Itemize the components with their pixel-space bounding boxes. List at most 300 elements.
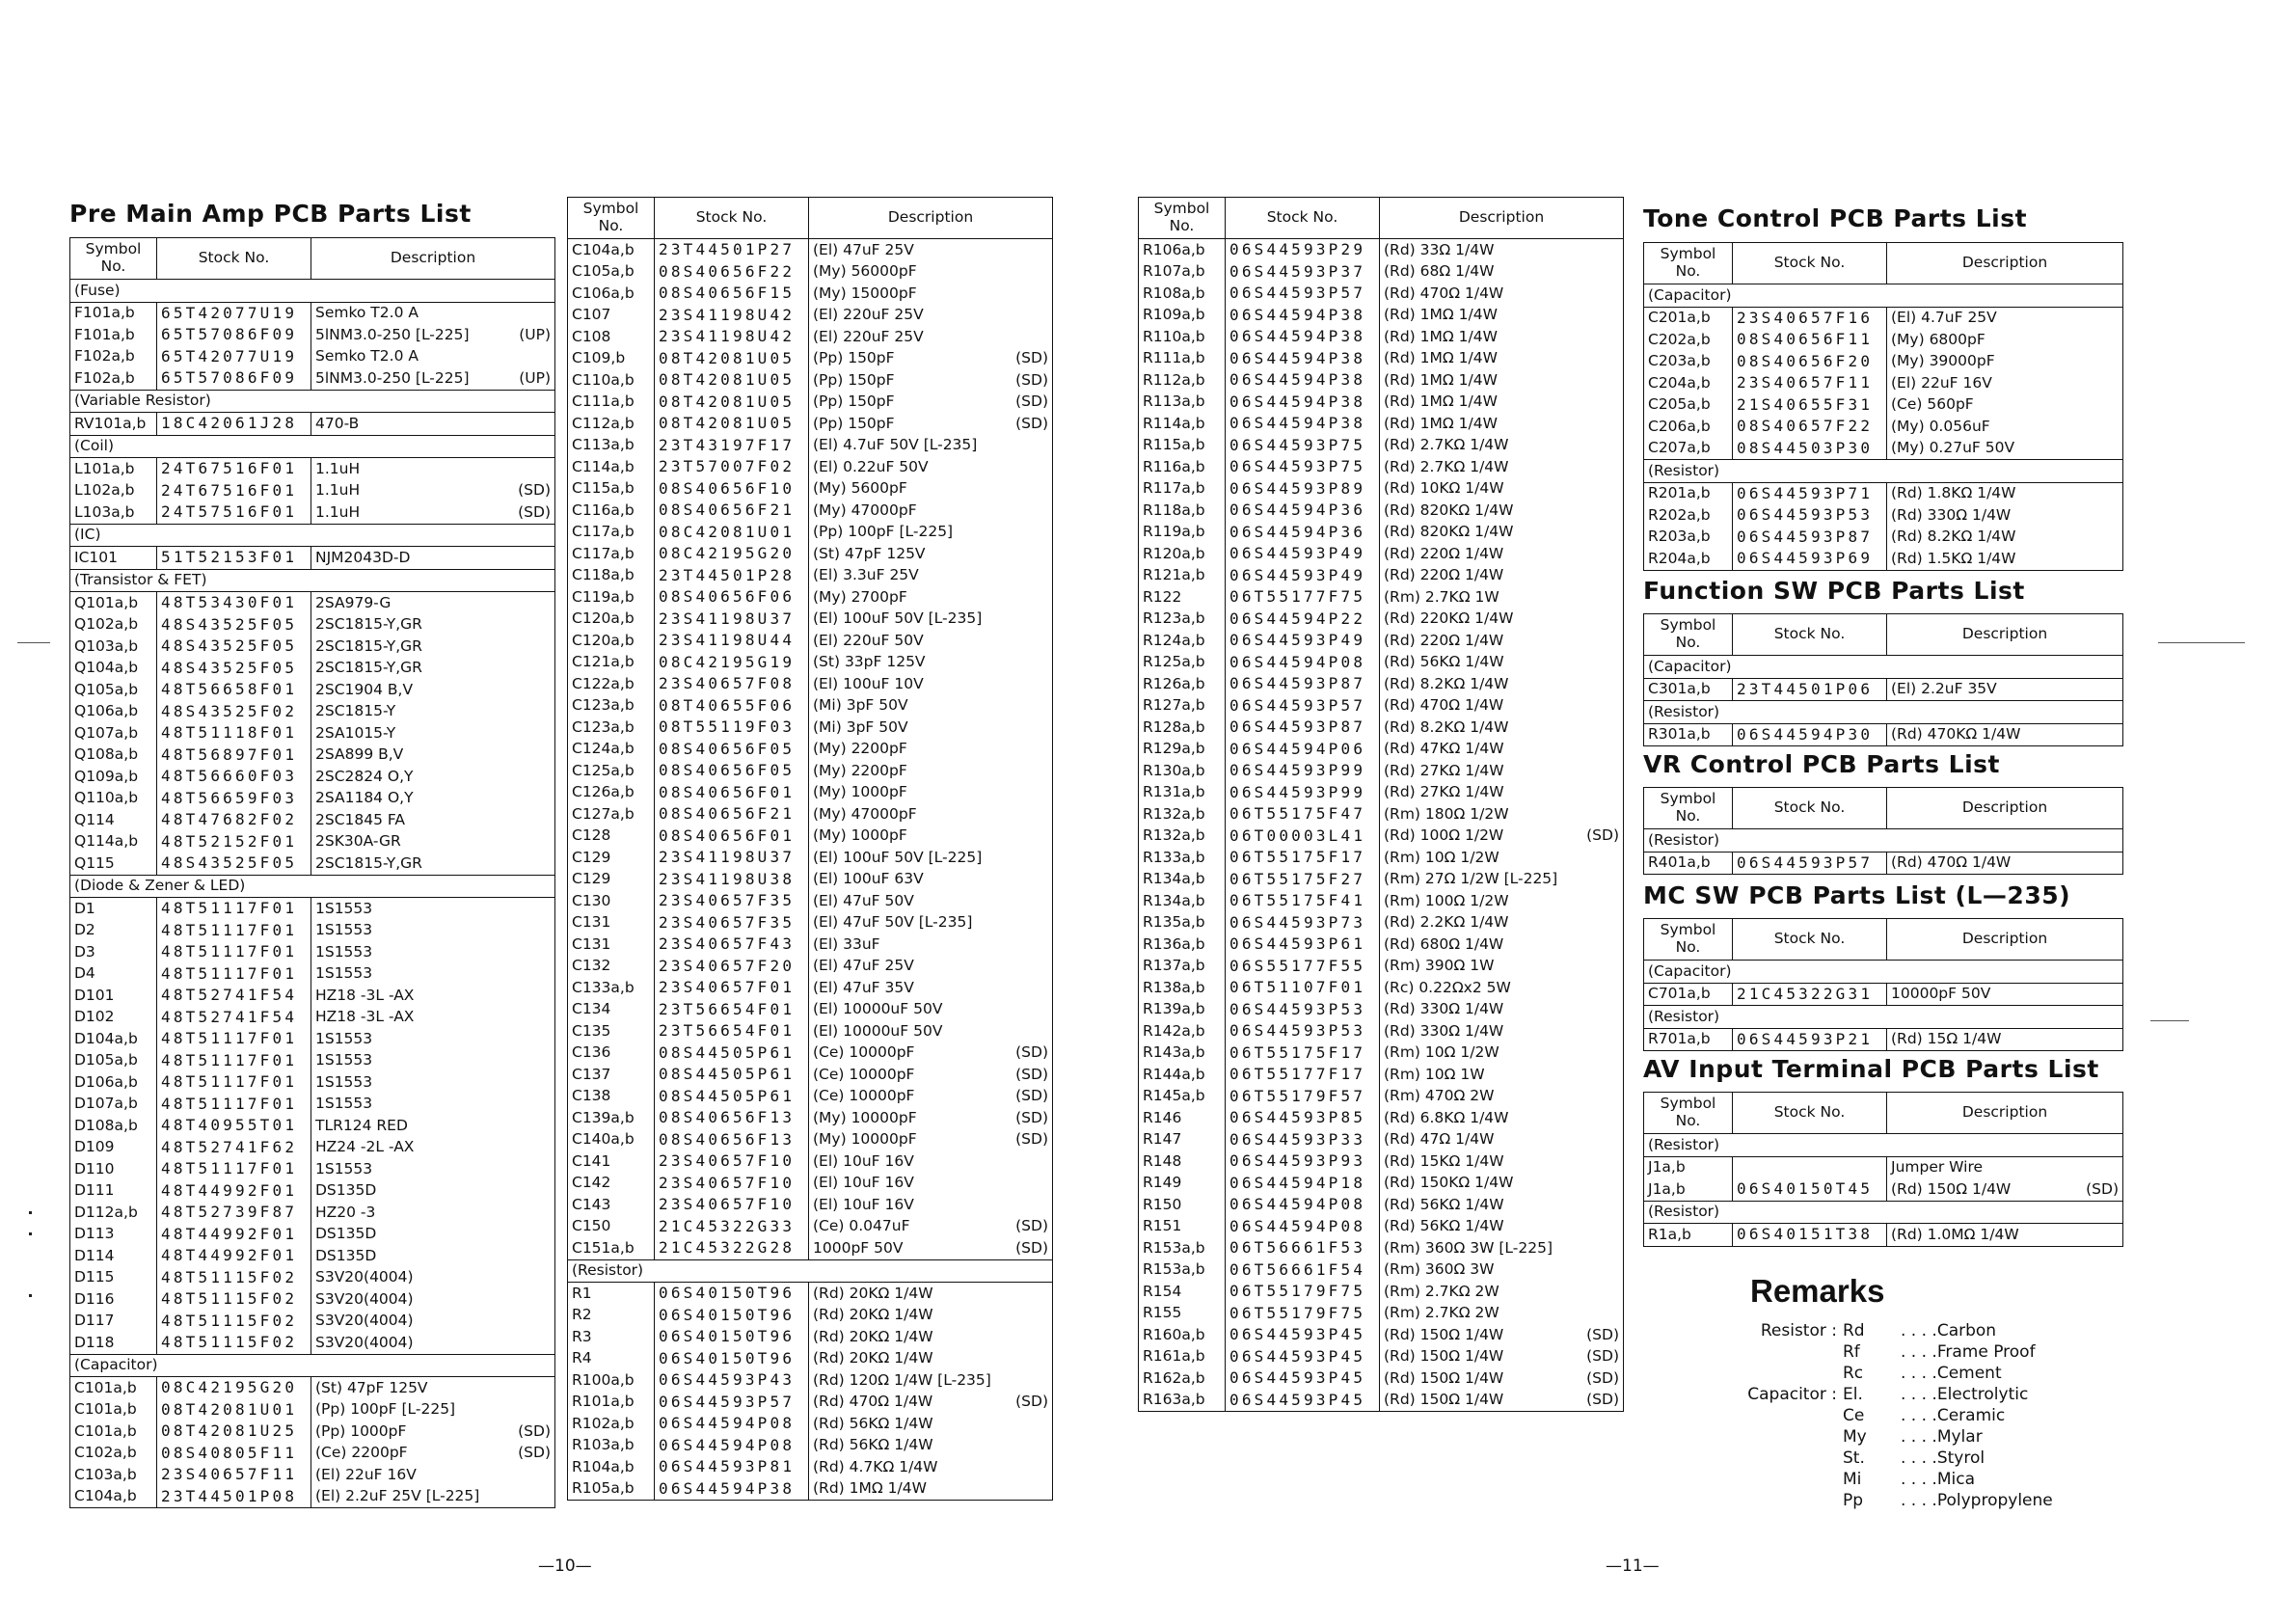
stock-cell: 06S44594P08 (1226, 1194, 1380, 1216)
symbol-cell: R155 (1139, 1303, 1226, 1325)
symbol-cell: C150 (568, 1216, 655, 1238)
symbol-cell: R103a,b (568, 1435, 655, 1457)
stock-cell: 06S44593P87 (1733, 527, 1887, 549)
stock-cell: 06T55175F27 (1226, 869, 1380, 891)
remark-code: Rd (1843, 1321, 1865, 1340)
table-row (568, 456, 1053, 478)
description-cell (809, 609, 1053, 631)
description-text: (Rd) 680Ω 1/4W (1384, 934, 1504, 953)
stock-cell: 06S44594P36 (1226, 500, 1380, 522)
header-symbol: Symbol No. (1644, 243, 1733, 284)
remark-category (1741, 1364, 1843, 1385)
description-cell (311, 985, 555, 1007)
description-cell (311, 1224, 555, 1246)
stock-cell: 48T51117F01 (157, 1158, 311, 1180)
stock-cell: 23S40657F11 (1733, 372, 1887, 394)
table-row (70, 898, 555, 920)
table-row (1644, 351, 2123, 373)
description-cell (809, 1129, 1053, 1151)
symbol-cell: R108a,b (1139, 283, 1226, 305)
symbol-cell: C129 (568, 869, 655, 891)
table-row (70, 722, 555, 744)
description-text: (Rd) 470Ω 1/4W (1384, 284, 1504, 302)
stock-cell: 48S43525F05 (157, 853, 311, 875)
stock-cell: 23S40657F01 (655, 977, 809, 999)
description-text: 5lNM3.0-250 [L-225] (315, 368, 470, 387)
symbol-cell: R160a,b (1139, 1324, 1226, 1346)
symbol-cell: R131a,b (1139, 782, 1226, 804)
description-text: (Rd) 820KΩ 1/4W (1384, 501, 1514, 519)
description-text: (El) 4.7uF 25V (1891, 309, 1997, 326)
table-row (1139, 1150, 1624, 1173)
symbol-cell: C151a,b (568, 1237, 655, 1259)
group-label: (Resistor) (1644, 1201, 2123, 1224)
table-row (1644, 983, 2123, 1006)
stock-cell: 21C45322G33 (655, 1216, 809, 1238)
description-text: Semko T2.0 A (315, 347, 419, 365)
stock-cell: 06S44593P21 (1733, 1028, 1887, 1051)
symbol-cell: R203a,b (1644, 527, 1733, 549)
stock-cell: 08S40805F11 (157, 1443, 311, 1465)
description-cell (1380, 1259, 1624, 1282)
description-text: (Rd) 33Ω 1/4W (1384, 240, 1495, 258)
symbol-cell: D109 (70, 1137, 157, 1159)
symbol-cell: C134 (568, 999, 655, 1021)
description-cell (809, 522, 1053, 544)
stock-cell: 06S44593P49 (1226, 630, 1380, 652)
description-cell (311, 963, 555, 986)
table-row (568, 1150, 1053, 1173)
table-row (568, 435, 1053, 457)
description-text: 1S1553 (315, 964, 373, 982)
description-text: (El) 100uF 63V (813, 870, 924, 887)
note: (SD) (1586, 1368, 1619, 1387)
description-text: 1S1553 (315, 899, 373, 917)
description-cell (1887, 527, 2123, 549)
description-text: (Ce) 0.047uF (813, 1217, 910, 1234)
group-label: (Capacitor) (1644, 284, 2123, 308)
stock-cell: 06S44593P33 (1226, 1129, 1380, 1151)
symbol-cell: C131 (568, 934, 655, 956)
group-label: (Diode & Zener & LED) (70, 875, 555, 898)
description-cell (1380, 1150, 1624, 1173)
description-cell (1380, 1303, 1624, 1325)
description-text: (Rd) 330Ω 1/4W (1384, 1000, 1504, 1017)
stock-cell: 06S44593P45 (1226, 1324, 1380, 1346)
description-text: 1S1553 (315, 1095, 373, 1112)
description-cell (1380, 630, 1624, 652)
description-text: (My) 10000pF (813, 1130, 917, 1148)
symbol-cell: R127a,b (1139, 695, 1226, 717)
description-cell (1887, 351, 2123, 373)
group-row (1644, 829, 2123, 853)
symbol-cell: R701a,b (1644, 1028, 1733, 1051)
symbol-cell: R134a,b (1139, 869, 1226, 891)
symbol-cell: R111a,b (1139, 348, 1226, 370)
table-row (1139, 803, 1624, 826)
symbol-cell: C131 (568, 912, 655, 934)
description-cell (809, 890, 1053, 912)
table-row (1644, 548, 2123, 570)
table-row (1644, 394, 2123, 417)
stock-cell: 06S44593P73 (1226, 912, 1380, 934)
description-cell (311, 1421, 555, 1443)
symbol-cell: R112a,b (1139, 369, 1226, 392)
description-cell (1887, 548, 2123, 570)
stock-cell: 08C42081U01 (655, 522, 809, 544)
description-cell (1380, 1216, 1624, 1238)
table-row (568, 478, 1053, 501)
description-cell (311, 1245, 555, 1267)
description-text: (El) 100uF 50V [L-225] (813, 848, 983, 866)
symbol-cell: Q108a,b (70, 744, 157, 767)
description-text: (Rd) 10KΩ 1/4W (1384, 479, 1504, 497)
table-row (1644, 527, 2123, 549)
table-row (568, 1020, 1053, 1042)
description-text: 1.1uH (315, 481, 361, 499)
table-row (568, 283, 1053, 305)
description-text: (My) 10000pF (813, 1108, 917, 1126)
group-label: (Resistor) (1644, 701, 2123, 724)
table-row (1139, 478, 1624, 501)
stock-cell: 23S41198U37 (655, 609, 809, 631)
symbol-cell: C118a,b (568, 565, 655, 587)
description-text: 5lNM3.0-250 [L-225] (315, 325, 470, 343)
stock-cell: 06S44594P38 (1226, 369, 1380, 392)
description-cell (1380, 803, 1624, 826)
stock-cell (1733, 1156, 1887, 1178)
table-row (568, 673, 1053, 695)
description-text: (Rd) 8.2KΩ 1/4W (1891, 528, 2016, 545)
description-text: (Rm) 470Ω 2W (1384, 1087, 1495, 1104)
stock-cell: 23S41198U37 (655, 847, 809, 869)
description-text: 2SC2824 O,Y (315, 767, 414, 785)
header-stock: Stock No. (157, 238, 311, 280)
symbol-cell: R143a,b (1139, 1042, 1226, 1065)
description-text: DS135D (315, 1181, 377, 1199)
description-cell (809, 1435, 1053, 1457)
description-text: (Rm) 10Ω 1/2W (1384, 848, 1499, 866)
table-row (1139, 413, 1624, 435)
stock-cell: 06S44593P43 (655, 1369, 809, 1392)
remark-category (1741, 1470, 1843, 1491)
note: (SD) (1015, 1130, 1048, 1148)
description-cell (1887, 1156, 2123, 1178)
table-row (1139, 1173, 1624, 1195)
description-cell (1380, 261, 1624, 284)
symbol-cell: C119a,b (568, 586, 655, 609)
stock-cell: 06S44594P38 (1226, 392, 1380, 414)
symbol-cell: C101a,b (70, 1377, 157, 1399)
symbol-cell: C127a,b (568, 803, 655, 826)
description-cell (1380, 348, 1624, 370)
symbol-cell: Q114 (70, 809, 157, 831)
remark-category: Resistor : (1760, 1321, 1837, 1340)
remark-row (1741, 1491, 2053, 1512)
symbol-cell: R145a,b (1139, 1086, 1226, 1108)
description-cell (809, 261, 1053, 284)
description-cell (1380, 890, 1624, 912)
stock-cell: 08S40656F22 (655, 261, 809, 284)
symbol-cell: R117a,b (1139, 478, 1226, 501)
remark-row (1741, 1406, 2053, 1427)
symbol-cell: Q103a,b (70, 636, 157, 658)
description-text: 2SC1815-Y,GR (315, 853, 422, 872)
description-text: S3V20(4004) (315, 1312, 414, 1329)
description-text: (Rd) 220Ω 1/4W (1384, 631, 1504, 649)
description-cell (1380, 739, 1624, 761)
table-row (70, 1267, 555, 1289)
description-cell (1380, 1129, 1624, 1151)
description-text: (Pp) 150pF (813, 414, 895, 432)
table-row (1139, 239, 1624, 261)
stock-cell: 48T52739F87 (157, 1202, 311, 1224)
description-cell (809, 1369, 1053, 1392)
remark-description: . . . .Ceramic (1901, 1406, 2006, 1425)
description-cell (311, 941, 555, 963)
symbol-cell: D104a,b (70, 1028, 157, 1050)
symbol-cell: C113a,b (568, 435, 655, 457)
description-cell (311, 920, 555, 942)
symbol-cell: C116a,b (568, 500, 655, 522)
symbol-cell: C201a,b (1644, 307, 1733, 329)
description-cell (311, 1443, 555, 1465)
stock-cell: 23T44501P28 (655, 565, 809, 587)
table-row (568, 609, 1053, 631)
description-text: (El) 47uF 50V [L-235] (813, 913, 973, 931)
tone-control-title: Tone Control PCB Parts List (1643, 204, 2028, 232)
header-symbol: Symbol No. (70, 238, 157, 280)
stock-cell: 08T42081U25 (157, 1421, 311, 1443)
description-cell (809, 500, 1053, 522)
stock-cell: 06S44593P99 (1226, 782, 1380, 804)
header-symbol: Symbol No. (1644, 919, 1733, 961)
symbol-cell: R106a,b (1139, 239, 1226, 261)
symbol-cell: R113a,b (1139, 392, 1226, 414)
description-text: (Rd) 150Ω 1/4W (1384, 1368, 1504, 1387)
group-label: (Transistor & FET) (70, 569, 555, 592)
stock-cell: 06T55175F17 (1226, 847, 1380, 869)
symbol-cell: C103a,b (70, 1464, 157, 1486)
table-row (70, 963, 555, 986)
header-stock: Stock No. (1733, 614, 1887, 656)
description-text: (My) 5600pF (813, 479, 907, 497)
table-row (568, 977, 1053, 999)
table-row (70, 701, 555, 723)
table-row (1644, 1178, 2123, 1201)
symbol-cell: D113 (70, 1224, 157, 1246)
stock-cell: 06S44593P37 (1226, 261, 1380, 284)
symbol-cell: Q104a,b (70, 658, 157, 680)
stock-cell: 23T44501P08 (157, 1486, 311, 1508)
symbol-cell: R109a,b (1139, 305, 1226, 327)
group-row (70, 875, 555, 898)
symbol-cell: D102 (70, 1007, 157, 1029)
description-cell (809, 977, 1053, 999)
symbol-cell: C142 (568, 1173, 655, 1195)
group-row (70, 390, 555, 413)
table-row (568, 1283, 1053, 1305)
description-cell (1380, 1020, 1624, 1042)
description-text: (St) 33pF 125V (813, 653, 926, 670)
symbol-cell: R151 (1139, 1216, 1226, 1238)
description-cell (809, 305, 1053, 327)
description-text: (Rd) 1.5KΩ 1/4W (1891, 549, 2016, 567)
table-row (1139, 1281, 1624, 1303)
table-row (1644, 329, 2123, 351)
symbol-cell: C115a,b (568, 478, 655, 501)
stock-cell: 06S44593P69 (1733, 548, 1887, 570)
description-text: (Rd) 820KΩ 1/4W (1384, 523, 1514, 540)
symbol-cell: C107 (568, 305, 655, 327)
description-text: (Ce) 10000pF (813, 1087, 915, 1104)
table-row (70, 324, 555, 346)
table-row (568, 326, 1053, 348)
description-cell (1380, 239, 1624, 261)
table-row (70, 744, 555, 767)
description-text: (My) 2200pF (813, 740, 907, 757)
description-text: S3V20(4004) (315, 1289, 414, 1308)
stock-cell: 23T44501P27 (655, 239, 809, 261)
remark-code: Rc (1843, 1364, 1864, 1383)
description-cell (809, 673, 1053, 695)
note: (SD) (518, 481, 551, 499)
table-row (568, 239, 1053, 261)
description-text: (Rd) 1MΩ 1/4W (1384, 414, 1498, 432)
remark-code: Ce (1843, 1406, 1865, 1425)
description-cell (809, 760, 1053, 782)
table-row (70, 941, 555, 963)
binding-mark (29, 1211, 32, 1214)
stock-cell: 08S40656F21 (655, 500, 809, 522)
symbol-cell: C109,b (568, 348, 655, 370)
table-row (1139, 1259, 1624, 1282)
stock-cell: 08S40657F22 (1733, 416, 1887, 438)
symbol-cell: R110a,b (1139, 326, 1226, 348)
header-stock: Stock No. (1733, 788, 1887, 829)
stock-cell: 06T56661F53 (1226, 1237, 1380, 1259)
description-cell (1380, 435, 1624, 457)
header-description: Description (1380, 198, 1624, 239)
description-cell (1380, 305, 1624, 327)
table-row (1139, 1346, 1624, 1368)
table-row (70, 1443, 555, 1465)
symbol-cell: C133a,b (568, 977, 655, 999)
description-cell (311, 744, 555, 767)
stock-cell: 08T42081U05 (655, 369, 809, 392)
table-row (1139, 869, 1624, 891)
symbol-cell: D106a,b (70, 1071, 157, 1094)
description-cell (1380, 1367, 1624, 1390)
description-cell (311, 458, 555, 480)
stock-cell: 06S44593P85 (1226, 1107, 1380, 1129)
description-cell (809, 1348, 1053, 1370)
description-cell (809, 369, 1053, 392)
description-text: (El) 33uF (813, 934, 880, 953)
description-text: (El) 10000uF 50V (813, 1000, 943, 1017)
description-text: (Rd) 15Ω 1/4W (1891, 1030, 2002, 1047)
description-cell (1380, 717, 1624, 739)
stock-cell: 48T51115F02 (157, 1288, 311, 1311)
stock-cell: 21C45322G28 (655, 1237, 809, 1259)
description-text: (Rm) 2.7KΩ 2W (1384, 1282, 1499, 1300)
table-row (568, 1173, 1053, 1195)
table-row (568, 869, 1053, 891)
symbol-cell: C207a,b (1644, 438, 1733, 460)
stock-cell: 06S44593P71 (1733, 482, 1887, 504)
av-input-title: AV Input Terminal PCB Parts List (1643, 1055, 2099, 1083)
description-text: (Rd) 2.7KΩ 1/4W (1384, 457, 1509, 475)
table-header-row (1644, 788, 2123, 829)
symbol-cell: R201a,b (1644, 482, 1733, 504)
stock-cell: 24T57516F01 (157, 501, 311, 524)
margin-rule-left (17, 642, 50, 643)
symbol-cell: R161a,b (1139, 1346, 1226, 1368)
symbol-cell: R147 (1139, 1129, 1226, 1151)
description-cell (311, 501, 555, 524)
table-row (1139, 435, 1624, 457)
stock-cell: 23S40657F20 (655, 956, 809, 978)
table-row (70, 788, 555, 810)
description-cell (1380, 826, 1624, 848)
stock-cell: 48T44992F01 (157, 1245, 311, 1267)
description-cell (1380, 522, 1624, 544)
group-label: (Resistor) (1644, 1134, 2123, 1157)
description-cell (1380, 456, 1624, 478)
symbol-cell: R2 (568, 1305, 655, 1327)
description-text: (Rd) 56KΩ 1/4W (1384, 1217, 1504, 1234)
table-row (1139, 1390, 1624, 1412)
table-row (70, 1202, 555, 1224)
stock-cell: 48T56897F01 (157, 744, 311, 767)
stock-cell: 48T51117F01 (157, 1094, 311, 1116)
symbol-cell: IC101 (70, 547, 157, 570)
description-cell (809, 1237, 1053, 1259)
description-cell (809, 826, 1053, 848)
header-symbol: Symbol No. (1139, 198, 1226, 239)
description-cell (809, 1020, 1053, 1042)
description-text: TLR124 RED (315, 1116, 408, 1134)
stock-cell: 48T56658F01 (157, 679, 311, 701)
symbol-cell: C110a,b (568, 369, 655, 392)
group-label: (Capacitor) (1644, 961, 2123, 984)
table-row (1139, 1216, 1624, 1238)
description-text: (Rm) 390Ω 1W (1384, 957, 1495, 974)
table-row (1644, 1224, 2123, 1247)
table-row (70, 658, 555, 680)
description-cell (311, 1180, 555, 1203)
description-cell (311, 658, 555, 680)
symbol-cell: C138 (568, 1086, 655, 1108)
stock-cell: 21S40655F31 (1733, 394, 1887, 417)
description-cell (311, 766, 555, 788)
description-text: (Rd) 56KΩ 1/4W (1384, 1195, 1504, 1213)
description-cell (311, 1071, 555, 1094)
symbol-cell: R162a,b (1139, 1367, 1226, 1390)
description-text: (St) 47pF 125V (813, 544, 926, 562)
symbol-cell: R102a,b (568, 1413, 655, 1435)
description-text: (El) 2.2uF 35V (1891, 680, 1997, 697)
table-row (568, 630, 1053, 652)
description-cell (311, 853, 555, 875)
description-cell (809, 934, 1053, 956)
remark-description: . . . .Styrol (1901, 1448, 1985, 1468)
symbol-cell: R129a,b (1139, 739, 1226, 761)
table-row (70, 1028, 555, 1050)
description-cell (809, 1456, 1053, 1478)
stock-cell: 06S44594P38 (1226, 413, 1380, 435)
description-text: (Rd) 68Ω 1/4W (1384, 262, 1495, 280)
